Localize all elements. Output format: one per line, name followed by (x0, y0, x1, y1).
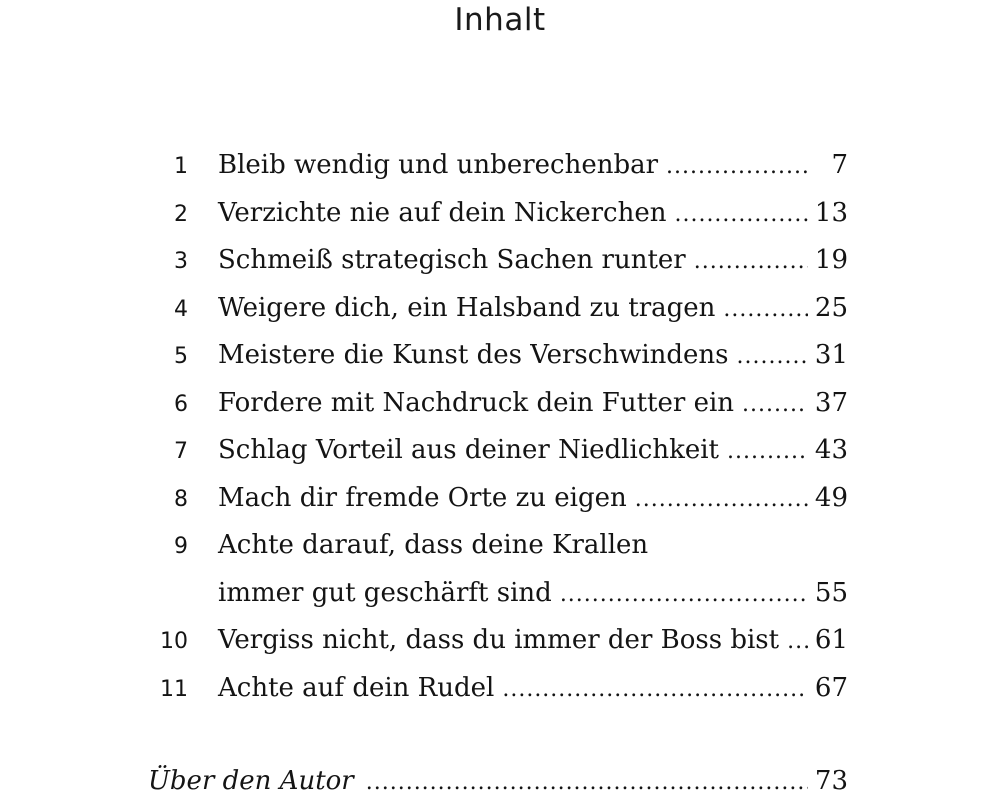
toc-entry-title: Bleib wendig und unberechenbar (218, 150, 659, 180)
toc-entry-page: 25 (814, 292, 848, 323)
toc-entry-4[interactable] (148, 285, 848, 333)
toc-entry-number: 1 (174, 154, 188, 179)
toc-entry-page: 49 (814, 482, 848, 513)
toc-entry-title: Meistere die Kunst des Verschwindens (218, 340, 729, 370)
toc-entry-number: 10 (160, 629, 188, 654)
toc-entry-title: Mach dir fremde Orte zu eigen (218, 482, 627, 513)
toc-author-title: Über den Autor (148, 766, 354, 796)
toc-entry-page: 61 (814, 625, 848, 655)
toc-entry-title-continued: immer gut geschärft sind (218, 577, 552, 608)
toc-dot-leader (674, 191, 808, 239)
toc-entry-title: Achte darauf, dass deine Krallen (218, 530, 649, 560)
toc-entry-number: 5 (174, 344, 188, 369)
toc-dot-leader (694, 238, 808, 286)
toc-entry-page: 13 (814, 197, 848, 228)
toc-entry-6[interactable] (148, 380, 848, 428)
toc-entry-page: 37 (814, 387, 848, 418)
toc-entry-3[interactable] (148, 237, 848, 285)
page-title: Inhalt (454, 2, 546, 38)
toc-entry-title: Weigere dich, ein Halsband zu tragen (218, 292, 716, 323)
toc-dot-leader (742, 381, 808, 429)
toc-entry-title: Vergiss nicht, dass du immer der Boss bist (218, 625, 780, 655)
toc-entry-10[interactable] (148, 617, 848, 665)
toc-entry-8[interactable] (148, 475, 848, 523)
toc-entry-2[interactable] (148, 190, 848, 238)
toc-dot-leader (723, 286, 808, 334)
toc-entry-5[interactable] (148, 332, 848, 380)
toc-dot-leader (787, 618, 808, 666)
toc-dot-leader (727, 428, 808, 476)
toc-dot-leader (635, 476, 808, 524)
toc-entry-title: Achte auf dein Rudel (218, 672, 495, 703)
toc-author-page: 73 (814, 766, 848, 796)
toc-entry-7[interactable] (148, 427, 848, 475)
toc-entry-page: 19 (814, 245, 848, 275)
toc-entry-number: 4 (174, 296, 188, 322)
toc-entry-title: Schmeiß strategisch Sachen runter (218, 245, 686, 275)
toc-dot-leader (666, 143, 808, 191)
table-of-contents (148, 142, 848, 806)
toc-entry-number: 7 (174, 439, 188, 464)
toc-entry-9-continued[interactable] (148, 570, 848, 618)
toc-entry-page: 67 (814, 672, 848, 703)
toc-dot-leader (560, 571, 808, 619)
toc-entry-9[interactable] (148, 522, 848, 570)
toc-entry-number: 6 (174, 391, 188, 417)
toc-entry-title: Fordere mit Nachdruck dein Futter ein (218, 387, 735, 418)
toc-entry-about-author[interactable] (148, 758, 848, 806)
toc-entry-page: 43 (814, 435, 848, 465)
toc-entry-number: 9 (174, 534, 188, 559)
toc-entry-11[interactable] (148, 665, 848, 713)
toc-entry-page: 55 (814, 577, 848, 608)
toc-entry-page: 7 (831, 150, 848, 180)
toc-entry-page: 31 (814, 340, 848, 370)
toc-entry-number: 3 (174, 249, 188, 274)
toc-dot-leader (366, 759, 808, 807)
toc-entry-number: 2 (174, 201, 188, 227)
toc-entry-1[interactable] (148, 142, 848, 190)
toc-entry-title: Schlag Vorteil aus deiner Niedlichkeit (218, 435, 720, 465)
toc-dot-leader (737, 333, 808, 381)
toc-dot-leader (502, 666, 808, 714)
toc-entry-title: Verzichte nie auf dein Nickerchen (218, 197, 667, 228)
toc-entry-number: 11 (160, 676, 188, 702)
toc-entry-number: 8 (174, 486, 188, 512)
